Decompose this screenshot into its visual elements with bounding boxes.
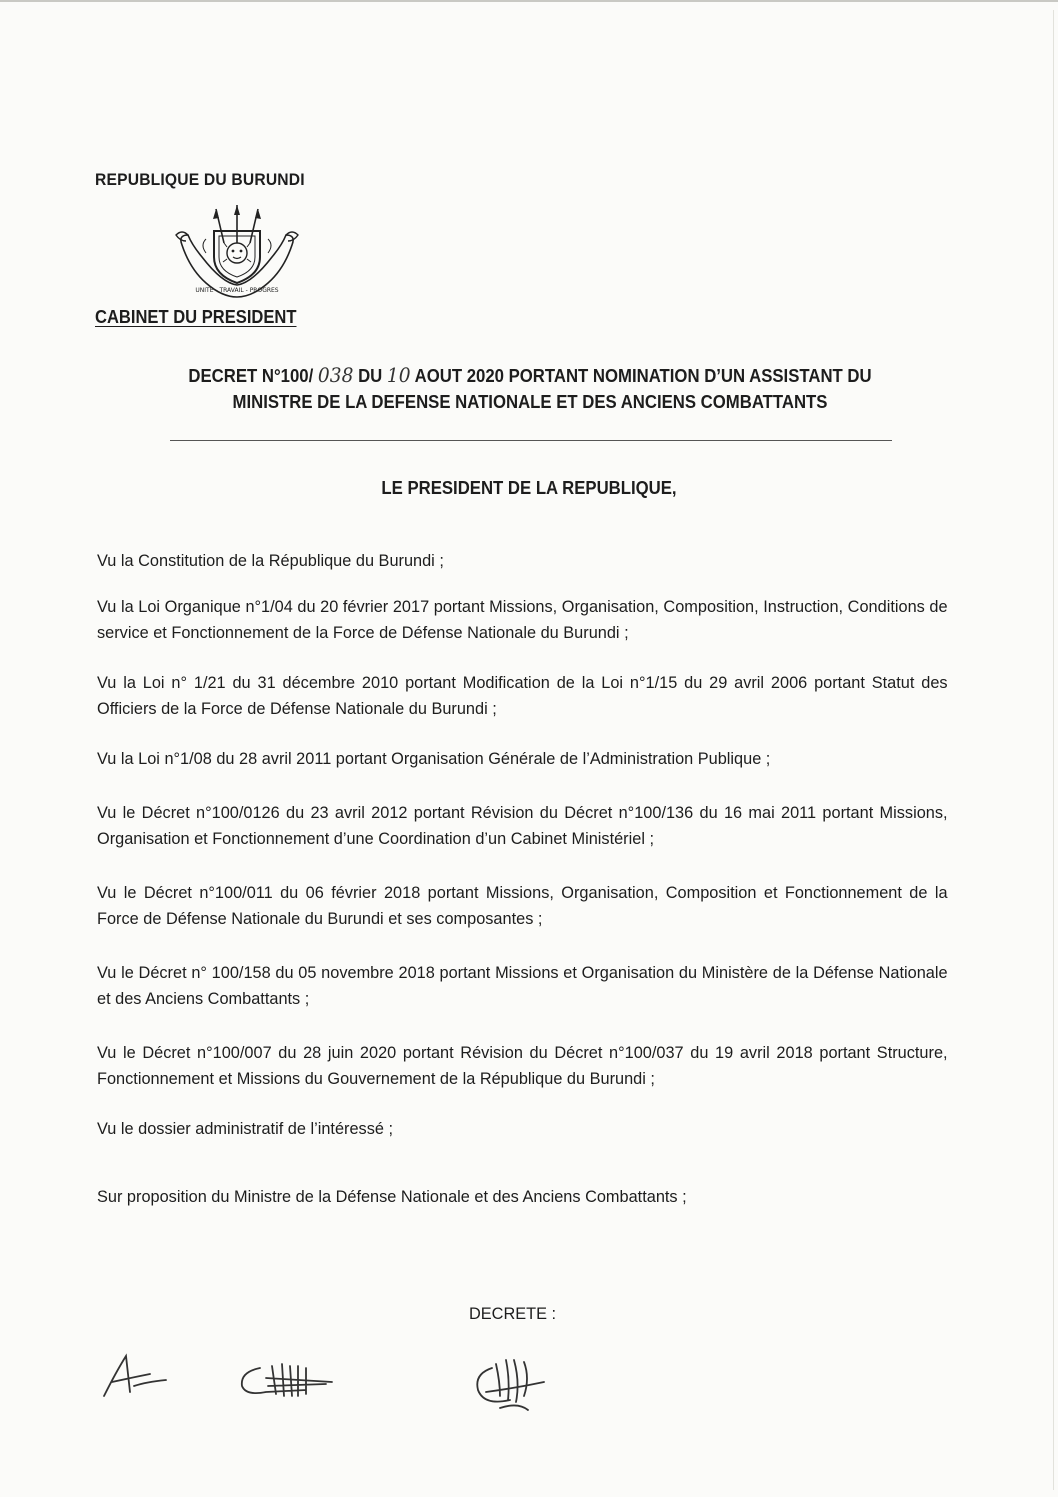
consideration-item: Vu la Loi n° 1/21 du 31 décembre 2010 portant Modification de la Loi n°1/15 du 29 avril 2006 portant Statut des Officiers de la Force de Défense Nationale du Burundi ; [97,673,948,718]
consideration-item: Vu la Loi Organique n°1/04 du 20 février 2017 portant Missions, Organisation, Composition, Instruction, Conditions de service et Fonctionnement de la Force de Défense Nationale du Burundi ; [97,597,948,642]
consideration-item: Vu le Décret n°100/011 du 06 février 2018 portant Missions, Organisation, Composition et Fonctionnement de la Force de Défense Nationale du Burundi et ses composantes ; [97,883,948,928]
emblem-motto: UNITE - TRAVAIL - PROGRES [195,287,279,294]
scan-edge [0,0,1058,2]
coat-of-arms-icon [172,205,302,303]
republic-heading: REPUBLIQUE DU BURUNDI [95,170,305,189]
initials-signature-1 [100,1352,172,1400]
title-divider [170,440,892,441]
president-heading: LE PRESIDENT DE LA REPUBLIQUE, [381,478,677,498]
scan-edge-right [1053,10,1054,1490]
consideration-item: Vu le Décret n°100/007 du 28 juin 2020 portant Révision du Décret n°100/037 du 19 avril 2018 portant Structure, Fonctionnement et Missions du Gouvernement de la République du Burundi ; [97,1043,948,1088]
decree-prefix: DECRET N°100/ [188,366,314,386]
decree-title-line1 [112,362,949,389]
decree-title-line2: MINISTRE DE LA DEFENSE NATIONALE ET DES ANCIENS COMBATTANTS [232,392,828,412]
decree-title [112,362,949,415]
decree-day-handwritten: 10 [386,363,411,387]
consideration-item: Vu la Loi n°1/08 du 28 avril 2011 portant Organisation Générale de l’Administration Publique ; [97,749,771,768]
decree-number-handwritten: 038 [317,363,354,387]
initials-signature-3 [466,1352,550,1414]
consideration-item: Vu le dossier administratif de l’intéressé ; [97,1119,394,1138]
cabinet-heading: CABINET DU PRESIDENT [95,307,297,327]
considerations-list [97,548,947,1210]
consideration-item: Vu la Constitution de la République du Burundi ; [97,551,444,570]
consideration-item: Vu le Décret n° 100/158 du 05 novembre 2018 portant Missions et Organisation du Ministère de la Défense Nationale et des Anciens Combattants ; [97,963,948,1008]
decrete-heading: DECRETE : [469,1304,557,1323]
consideration-item: Vu le Décret n°100/0126 du 23 avril 2012 portant Révision du Décret n°100/136 du 16 mai 2011 portant Missions, Organisation et Fonctionnement d’une Coordination d’un Cabinet Ministériel ; [97,803,948,848]
decree-du: DU [358,366,383,386]
decree-line1-rest: AOUT 2020 PORTANT NOMINATION D’UN ASSISTANT DU [414,366,872,386]
initials-signature-2 [236,1358,340,1400]
consideration-item: Sur proposition du Ministre de la Défense Nationale et des Anciens Combattants ; [97,1187,687,1206]
